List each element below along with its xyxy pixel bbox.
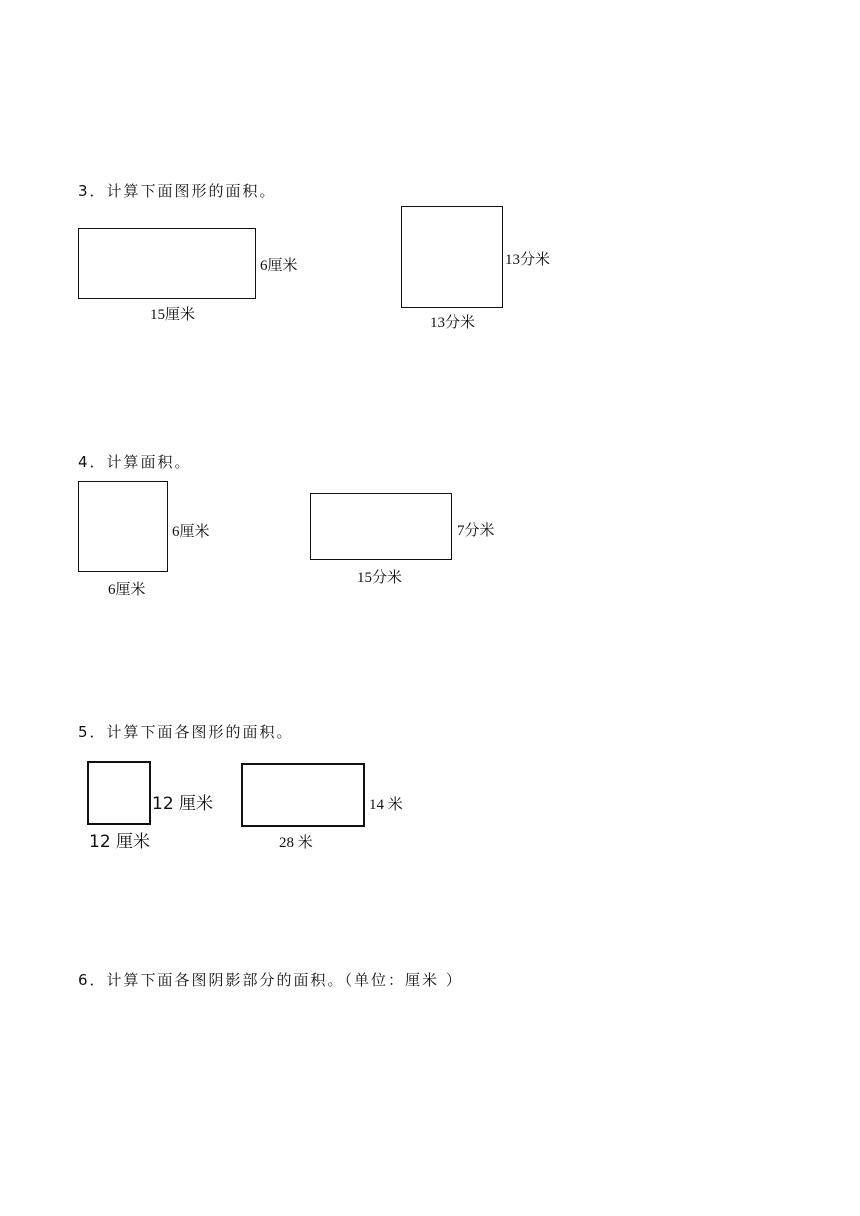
q5-rectangle-height-label: 14 米 bbox=[369, 797, 403, 813]
question-5-text: 5．计算下面各图形的面积。 bbox=[78, 723, 294, 741]
q4-square bbox=[78, 481, 168, 572]
q3-square-width-label: 13分米 bbox=[430, 315, 476, 331]
question-3-text: 3．计算下面图形的面积。 bbox=[78, 182, 277, 200]
q4-rectangle-width-label: 15分米 bbox=[357, 570, 403, 586]
q3-rectangle-height-label: 6厘米 bbox=[260, 258, 298, 274]
q3-square bbox=[401, 206, 503, 308]
q3-rectangle bbox=[78, 228, 256, 299]
q5-square-width-label: 12 厘米 bbox=[89, 832, 151, 852]
q5-rectangle bbox=[241, 763, 365, 827]
question-4-text: 4．计算面积。 bbox=[78, 453, 192, 471]
q3-rectangle-width-label: 15厘米 bbox=[150, 307, 196, 323]
q5-rectangle-width-label: 28 米 bbox=[279, 835, 313, 851]
q4-square-width-label: 6厘米 bbox=[108, 582, 146, 598]
q5-square-height-label: 12 厘米 bbox=[152, 794, 214, 814]
q3-square-height-label: 13分米 bbox=[505, 252, 551, 268]
q4-rectangle bbox=[310, 493, 452, 560]
q4-square-height-label: 6厘米 bbox=[172, 524, 210, 540]
q5-square bbox=[87, 761, 151, 825]
question-6-text: 6．计算下面各图阴影部分的面积。（单位：厘米 ） bbox=[78, 971, 463, 989]
q4-rectangle-height-label: 7分米 bbox=[457, 523, 495, 539]
